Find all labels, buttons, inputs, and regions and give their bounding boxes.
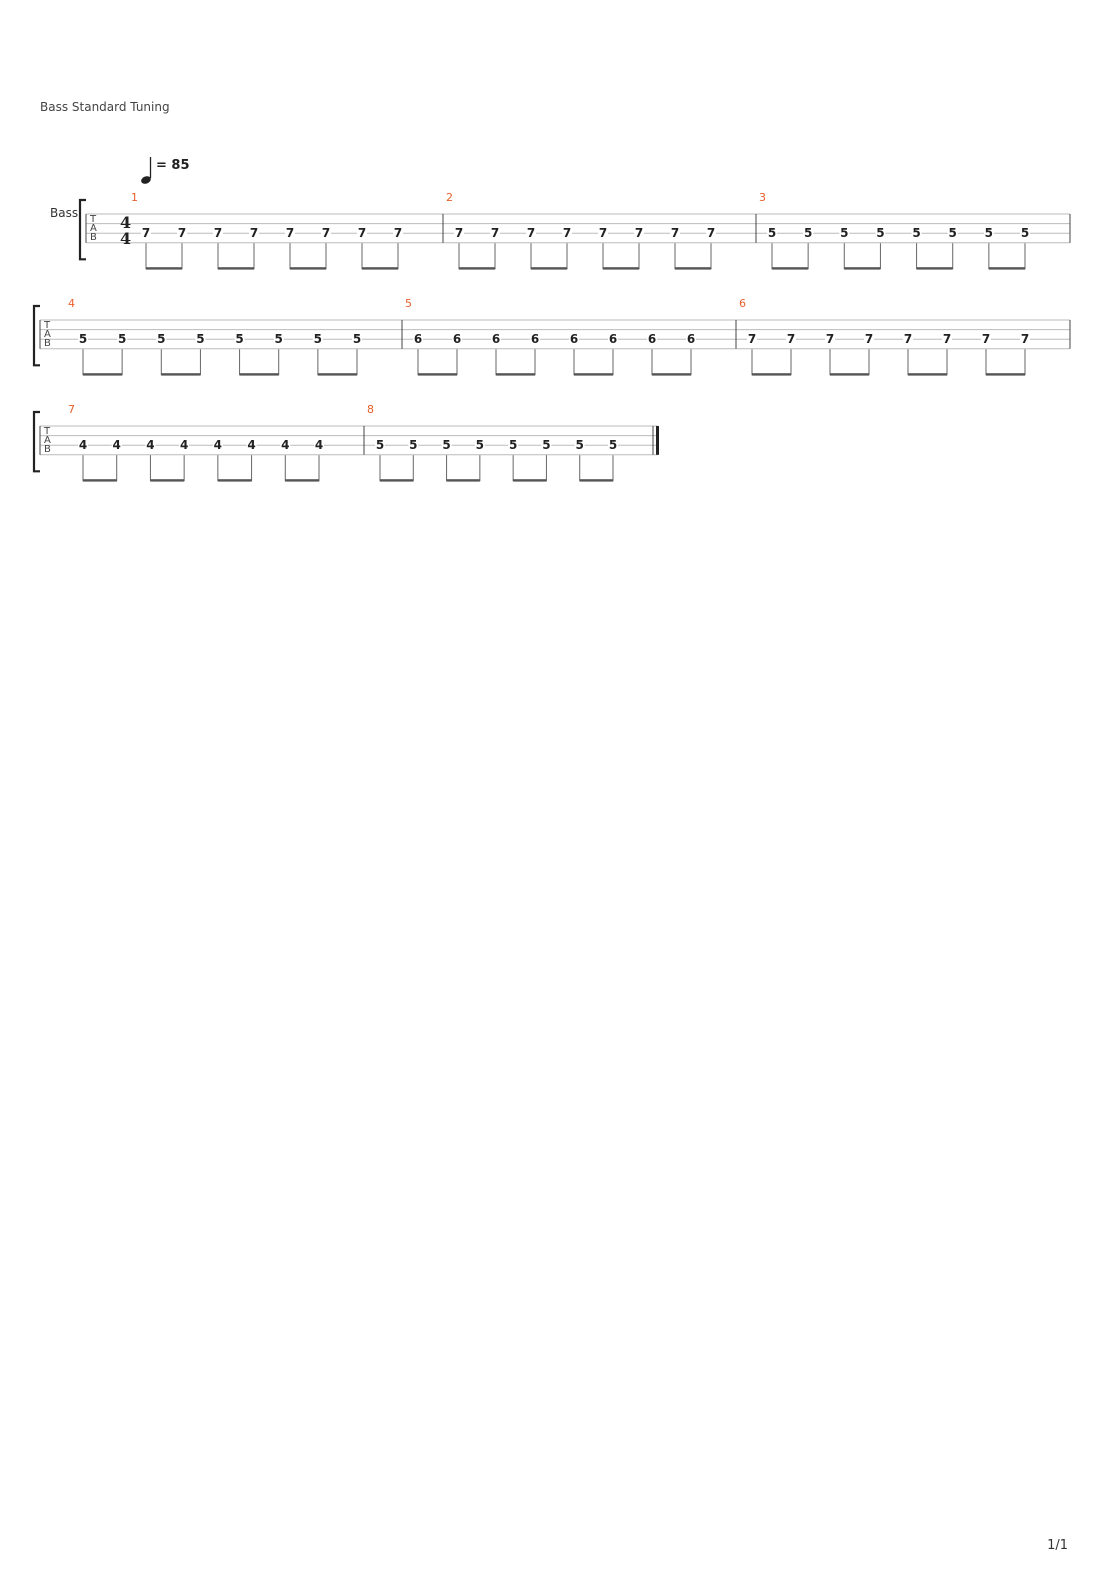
eighth-beam — [603, 267, 639, 269]
fret-number: 4 — [314, 438, 324, 453]
eighth-beam — [459, 267, 495, 269]
eighth-beam — [447, 479, 480, 481]
fret-number: 7 — [321, 226, 331, 241]
fret-number: 7 — [598, 226, 608, 241]
fret-number: 6 — [569, 332, 579, 347]
fret-number: 7 — [562, 226, 572, 241]
fret-number: 7 — [786, 332, 796, 347]
fret-number: 5 — [117, 332, 127, 347]
fret-number: 5 — [78, 332, 88, 347]
fret-number: 4 — [146, 438, 155, 453]
fret-number: 5 — [475, 438, 485, 453]
eighth-beam — [380, 479, 413, 481]
time-signature-numerator: 4 — [120, 213, 132, 232]
measure — [446, 191, 756, 270]
measure-number: 8 — [367, 403, 374, 416]
fret-number: 5 — [235, 332, 244, 347]
fret-number: 4 — [247, 438, 256, 453]
eighth-beam — [362, 267, 398, 269]
fret-number: 5 — [274, 332, 283, 347]
system-bracket — [80, 200, 86, 259]
system-bracket — [34, 412, 40, 471]
eighth-beam — [150, 479, 184, 481]
tab-clef-letter: B — [44, 444, 51, 455]
page-number: 1/1 — [1047, 1538, 1068, 1553]
fret-number: 7 — [825, 332, 835, 347]
tempo-value: = 85 — [156, 158, 190, 173]
eighth-beam — [652, 373, 691, 375]
fret-number: 7 — [454, 226, 464, 241]
fret-number: 7 — [670, 226, 680, 241]
eighth-beam — [752, 373, 791, 375]
eighth-beam — [513, 479, 546, 481]
final-bar-thick — [656, 426, 659, 455]
tempo-number: 85 — [171, 158, 190, 173]
eighth-beam — [989, 267, 1025, 269]
fret-number: 7 — [634, 226, 644, 241]
eighth-beam — [146, 267, 182, 269]
eighth-beam — [83, 373, 122, 375]
measure — [367, 403, 658, 482]
fret-number: 6 — [491, 332, 501, 347]
tab-clef-letter: B — [90, 232, 97, 243]
eighth-beam — [318, 373, 357, 375]
fret-number: 4 — [78, 438, 88, 453]
tab-clef-letter: B — [44, 338, 51, 349]
fret-number: 7 — [357, 226, 367, 241]
eighth-beam — [908, 373, 947, 375]
fret-number: 5 — [313, 332, 323, 347]
fret-number: 4 — [213, 438, 223, 453]
tab-system — [50, 191, 1070, 270]
eighth-beam — [83, 479, 117, 481]
eighth-beam — [574, 373, 613, 375]
fret-number: 5 — [196, 332, 205, 347]
fret-number: 6 — [608, 332, 618, 347]
eighth-beam — [675, 267, 711, 269]
eighth-beam — [772, 267, 808, 269]
eighth-beam — [580, 479, 613, 481]
fret-number: 5 — [352, 332, 362, 347]
fret-number: 5 — [840, 226, 849, 241]
fret-number: 5 — [508, 438, 518, 453]
measure — [120, 191, 443, 270]
fret-number: 7 — [1020, 332, 1030, 347]
eighth-beam — [830, 373, 869, 375]
fret-number: 6 — [647, 332, 657, 347]
tab-clef-letter: A — [44, 329, 51, 340]
fret-number: 7 — [942, 332, 952, 347]
tab-clef-letter: A — [90, 223, 97, 234]
fret-number: 7 — [864, 332, 874, 347]
fret-number: 7 — [285, 226, 295, 241]
tab-clef-letter: T — [44, 320, 51, 331]
fret-number: 7 — [526, 226, 536, 241]
eighth-beam — [285, 479, 319, 481]
measure-number: 1 — [131, 191, 138, 204]
tab-system — [34, 297, 1070, 376]
time-signature-denominator: 4 — [120, 229, 132, 248]
fret-number: 6 — [452, 332, 462, 347]
fret-number: 5 — [948, 226, 957, 241]
fret-number: 5 — [912, 226, 921, 241]
fret-number: 5 — [876, 226, 885, 241]
tempo-marking — [140, 157, 189, 185]
tuning-label: Bass Standard Tuning — [40, 100, 170, 114]
measure — [68, 403, 364, 482]
measure — [759, 191, 1070, 270]
eighth-beam — [844, 267, 880, 269]
fret-number: 7 — [903, 332, 913, 347]
fret-number: 5 — [542, 438, 551, 453]
fret-number: 7 — [393, 226, 403, 241]
eighth-beam — [218, 479, 252, 481]
fret-number: 7 — [249, 226, 259, 241]
eighth-beam — [161, 373, 200, 375]
fret-number: 7 — [981, 332, 991, 347]
eighth-beam — [986, 373, 1025, 375]
measure — [68, 297, 402, 376]
measure — [739, 297, 1070, 376]
eighth-beam — [240, 373, 279, 375]
eighth-beam — [290, 267, 326, 269]
fret-number: 7 — [177, 226, 187, 241]
fret-number: 4 — [281, 438, 290, 453]
system-bracket — [34, 306, 40, 365]
fret-number: 4 — [112, 438, 121, 453]
eighth-beam — [531, 267, 567, 269]
fret-number: 5 — [767, 226, 777, 241]
fret-number: 7 — [141, 226, 151, 241]
tab-system — [34, 403, 659, 482]
tab-clef-letter: T — [90, 214, 97, 225]
fret-number: 5 — [157, 332, 166, 347]
fret-number: 5 — [803, 226, 813, 241]
instrument-name: Bass — [50, 206, 79, 220]
eighth-beam — [418, 373, 457, 375]
fret-number: 5 — [409, 438, 418, 453]
measure — [405, 297, 736, 376]
fret-number: 5 — [608, 438, 618, 453]
fret-number: 4 — [179, 438, 189, 453]
fret-number: 5 — [575, 438, 584, 453]
fret-number: 5 — [375, 438, 385, 453]
measure-number: 4 — [68, 297, 75, 310]
measure-number: 5 — [405, 297, 412, 310]
fret-number: 5 — [1020, 226, 1030, 241]
eighth-beam — [917, 267, 953, 269]
fret-number: 5 — [984, 226, 994, 241]
fret-number: 7 — [213, 226, 223, 241]
fret-number: 5 — [442, 438, 451, 453]
fret-number: 6 — [530, 332, 540, 347]
eighth-beam — [496, 373, 535, 375]
eighth-beam — [218, 267, 254, 269]
measure-number: 3 — [759, 191, 766, 204]
tab-clef-letter: A — [44, 435, 51, 446]
fret-number: 6 — [413, 332, 423, 347]
fret-number: 7 — [490, 226, 500, 241]
measure-number: 2 — [446, 191, 453, 204]
fret-number: 7 — [706, 226, 716, 241]
tab-clef-letter: T — [44, 426, 51, 437]
measure-number: 7 — [68, 403, 75, 416]
measure-number: 6 — [739, 297, 746, 310]
fret-number: 6 — [686, 332, 696, 347]
fret-number: 7 — [747, 332, 757, 347]
